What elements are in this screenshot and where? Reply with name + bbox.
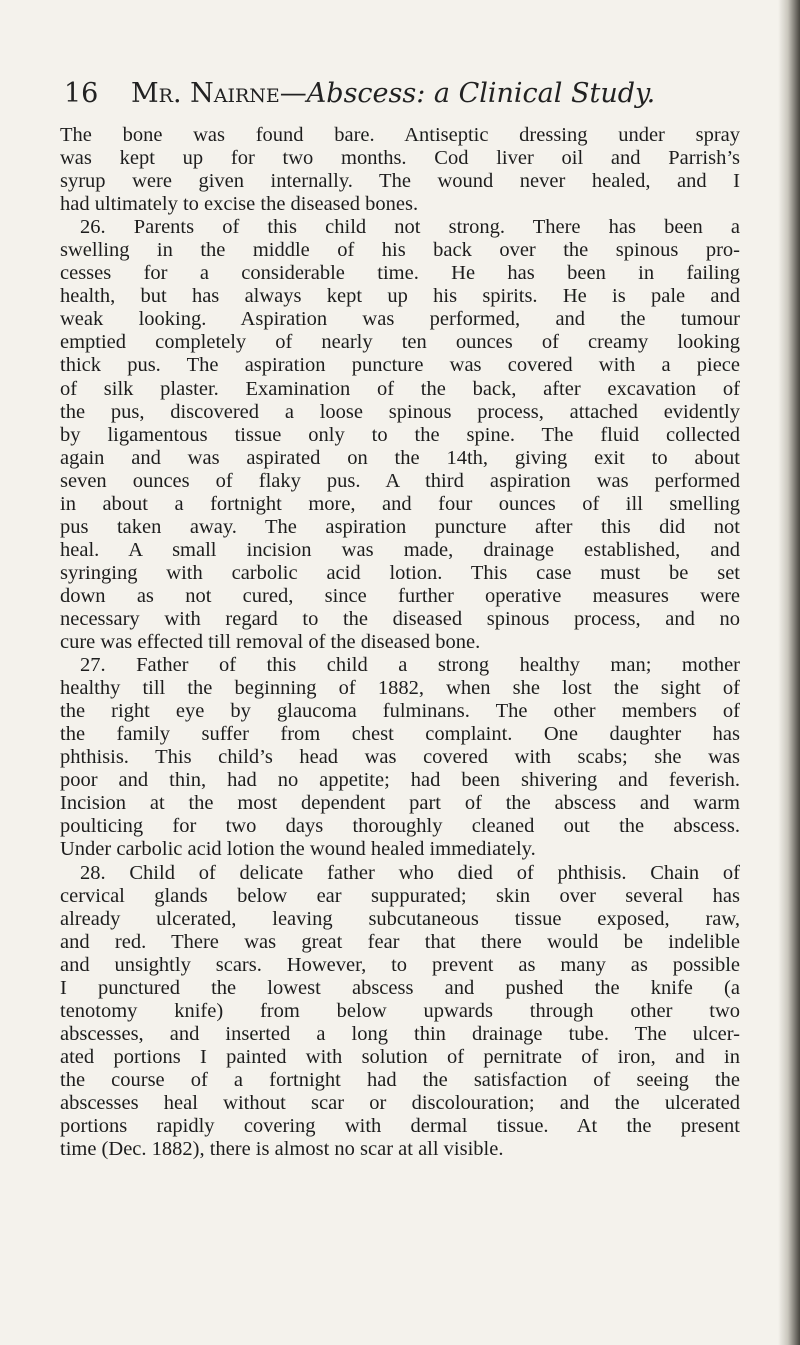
paragraph — [60, 124, 740, 216]
text-line: had ultimately to excise the diseased bones. — [60, 193, 419, 216]
text-line: portions rapidly covering with dermal tissue. At the present — [60, 1115, 740, 1138]
text-line: pus taken away. The aspiration puncture after this did not — [60, 515, 740, 538]
text-line: cervical glands below ear suppurated; skin over several has — [60, 884, 740, 907]
text-line: thick pus. The aspiration puncture was covered with a piece — [60, 354, 740, 377]
text-line: ated portions I painted with solution of pernitrate of iron, and in — [60, 1045, 740, 1068]
page-number: 16 — [64, 78, 99, 109]
body-text — [60, 124, 740, 1161]
text-line: cure was effected till removal of the diseased bone. — [60, 631, 481, 654]
text-line: cesses for a considerable time. He has been in failing — [60, 262, 740, 285]
text-line: swelling in the middle of his back over the spinous pro- — [60, 239, 740, 262]
page-edge-shadow — [778, 0, 800, 1345]
text-line: weak looking. Aspiration was performed, and the tumour — [60, 308, 740, 331]
text-line: already ulcerated, leaving subcutaneous tissue exposed, raw, — [60, 907, 740, 930]
text-line: health, but has always kept up his spirits. He is pale and — [60, 285, 740, 308]
text-line: down as not cured, since further operative measures were — [60, 584, 740, 607]
title-main: Abscess: — [306, 78, 426, 109]
text-line: by ligamentous tissue only to the spine. The fluid collected — [60, 423, 740, 446]
text-line: poor and thin, had no appetite; had been shivering and feverish. — [60, 769, 740, 792]
text-line: necessary with regard to the diseased spinous process, and no — [60, 607, 740, 630]
text-line: poulticing for two days thoroughly cleaned out the abscess. — [60, 815, 740, 838]
text-line: healthy till the beginning of 1882, when she lost the sight of — [60, 677, 740, 700]
title-dash: — — [279, 78, 307, 109]
text-line: phthisis. This child’s head was covered with scabs; she was — [60, 746, 740, 769]
text-line: 26. Parents of this child not strong. There has been a — [80, 216, 740, 239]
running-title — [131, 78, 655, 109]
text-line: The bone was found bare. Antiseptic dressing under spray — [60, 124, 740, 146]
text-line: and red. There was great fear that there would be indelible — [60, 930, 740, 953]
paragraph — [60, 654, 740, 861]
text-line: the right eye by glaucoma fulminans. The other members of — [60, 700, 740, 723]
text-line: tenotomy knife) from below upwards through other two — [60, 999, 740, 1022]
text-line: was kept up for two months. Cod liver oil and Parrish’s — [60, 147, 740, 170]
text-line: emptied completely of nearly ten ounces of creamy looking — [60, 331, 740, 354]
text-line: abscesses, and inserted a long thin drainage tube. The ulcer- — [60, 1022, 740, 1045]
author-name: Mr. Nairne — [131, 78, 280, 109]
text-line: in about a fortnight more, and four ounces of ill smelling — [60, 492, 740, 515]
paragraph — [60, 216, 740, 654]
text-line: 27. Father of this child a strong healthy man; mother — [80, 654, 740, 677]
text-line: the course of a fortnight had the satisfaction of seeing the — [60, 1068, 740, 1091]
text-line: syringing with carbolic acid lotion. This case must be set — [60, 561, 740, 584]
text-line: heal. A small incision was made, drainage established, and — [60, 538, 740, 561]
text-line: again and was aspirated on the 14th, giving exit to about — [60, 446, 740, 469]
text-line: of silk plaster. Examination of the back, after excavation of — [60, 377, 740, 400]
paragraph — [60, 862, 740, 1162]
text-line: time (Dec. 1882), there is almost no scar at all visible. — [60, 1138, 504, 1161]
title-sub: a Clinical Study. — [425, 78, 656, 109]
text-line: Incision at the most dependent part of the abscess and warm — [60, 792, 740, 815]
text-line: Under carbolic acid lotion the wound healed immediately. — [60, 838, 536, 861]
text-line: 28. Child of delicate father who died of phthisis. Chain of — [80, 861, 740, 884]
text-line: seven ounces of flaky pus. A third aspiration was performed — [60, 469, 740, 492]
text-line: the family suffer from chest complaint. One daughter has — [60, 723, 740, 746]
text-line: and unsightly scars. However, to prevent as many as possible — [60, 953, 740, 976]
running-head — [64, 78, 744, 118]
text-line: the pus, discovered a loose spinous process, attached evidently — [60, 400, 740, 423]
text-line: abscesses heal without scar or discolouration; and the ulcerated — [60, 1091, 740, 1114]
text-line: syrup were given internally. The wound never healed, and I — [60, 170, 740, 193]
text-line: I punctured the lowest abscess and pushed the knife (a — [60, 976, 740, 999]
